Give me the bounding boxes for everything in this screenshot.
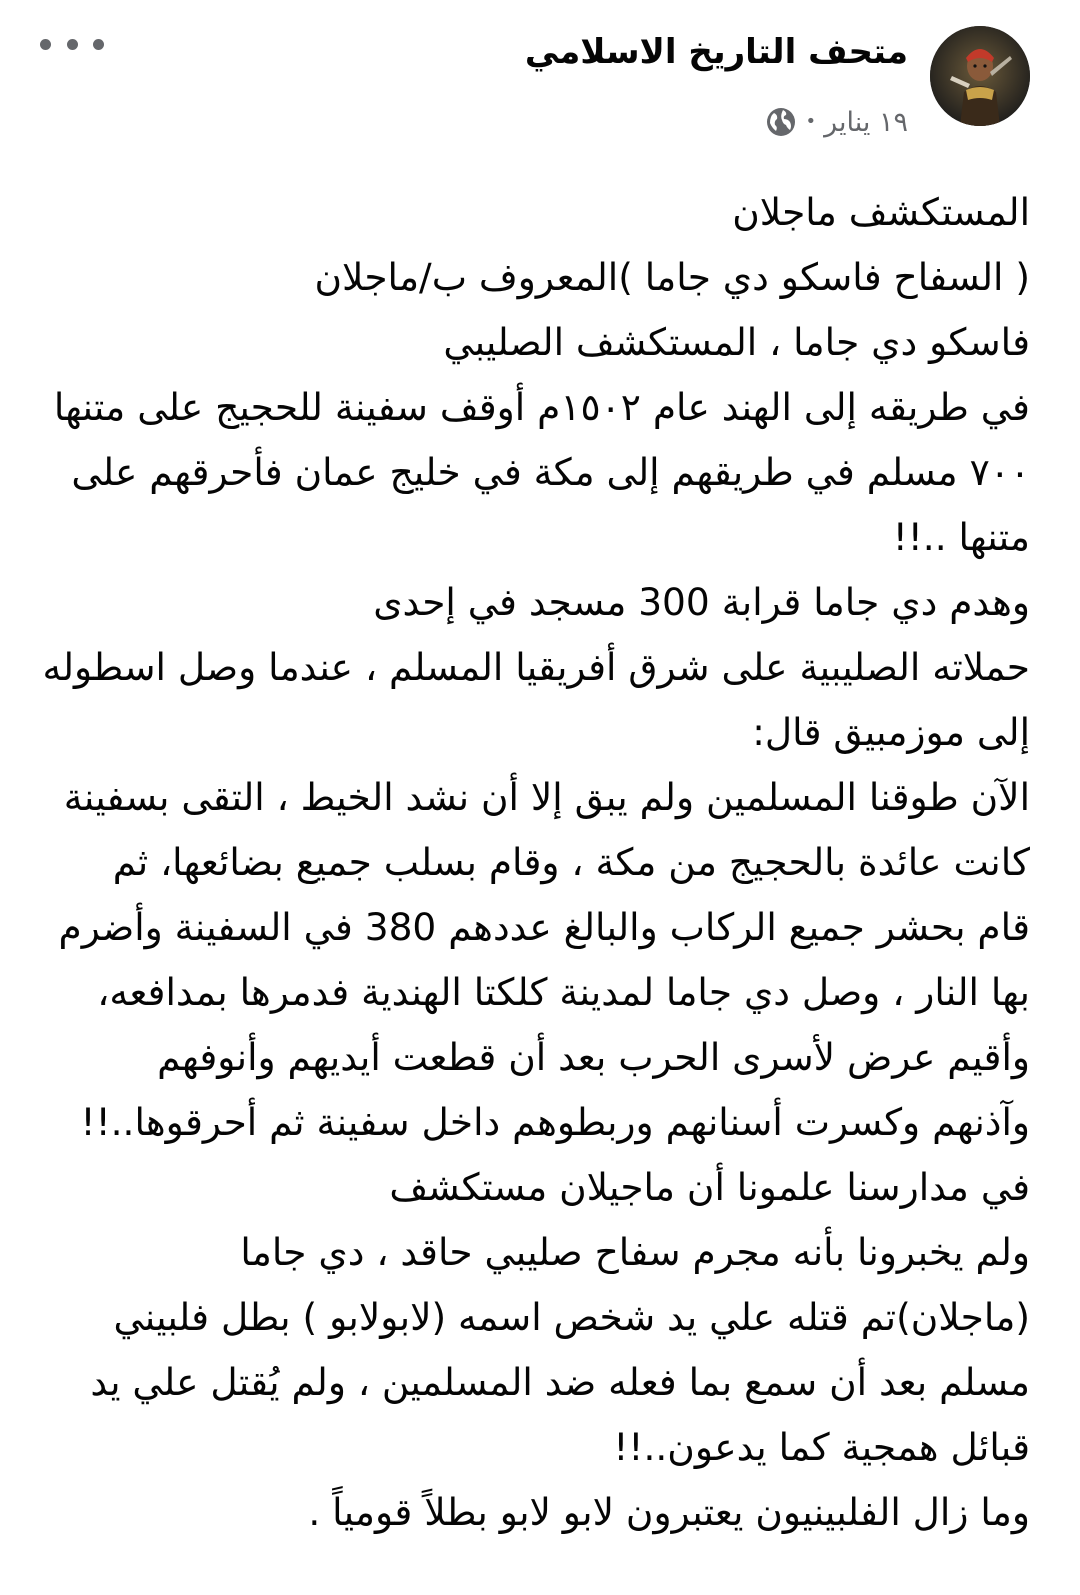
avatar-image	[930, 26, 1030, 126]
post-line: ولم يخبرونا بأنه مجرم سفاح صليبي حاقد ، دي جاما	[240, 1230, 1030, 1274]
post-line: متنها ..!!	[892, 515, 1030, 559]
more-options-button[interactable]	[40, 28, 104, 60]
post-line: في طريقه إلى الهند عام ١٥٠٢م أوقف سفينة للحجيج على متنها	[53, 385, 1030, 429]
post-line: فاسكو دي جاما ، المستكشف الصليبي	[443, 320, 1030, 364]
more-dot	[67, 39, 78, 50]
post-line: وآذنهم وكسرت أسنانهم وربطوهم داخل سفينة ثم أحرقوها..!!	[80, 1100, 1030, 1144]
post-meta	[765, 104, 908, 140]
meta-separator: •	[805, 111, 817, 132]
post-line: إلى موزمبيق قال:	[752, 710, 1030, 754]
post-line: وهدم دي جاما قرابة 300 مسجد في إحدى	[373, 580, 1030, 624]
page-name[interactable]: متحف التاريخ الاسلامي	[524, 32, 908, 72]
post-line: كانت عائدة بالحجيج من مكة ، وقام بسلب جميع بضائعها، ثم	[112, 840, 1030, 884]
post-line: الآن طوقنا المسلمين ولم يبق إلا أن نشد الخيط ، التقى بسفينة	[63, 775, 1030, 819]
post-line: في مدارسنا علمونا أن ماجيلان مستكشف	[389, 1165, 1030, 1209]
post-line: ٧٠٠ مسلم في طريقهم إلى مكة في خليج عمان فأحرقهم على	[71, 450, 1030, 494]
post-text	[34, 180, 1030, 1545]
globe-icon[interactable]	[765, 106, 797, 138]
post-line: ( السفاح فاسكو دي جاما )المعروف ب/ماجلان	[314, 255, 1030, 299]
more-dot	[40, 39, 51, 50]
post-line: (ماجلان)تم قتله علي يد شخص اسمه (لابولابو ) بطل فلبيني	[113, 1295, 1030, 1339]
post-line: مسلم بعد أن سمع بما فعله ضد المسلمين ، ولم يُقتل علي يد	[90, 1360, 1030, 1404]
post-line: قام بحشر جميع الركاب والبالغ عددهم 380 في السفينة وأضرم	[58, 905, 1030, 949]
post-line: حملاته الصليبية على شرق أفريقيا المسلم ، عندما وصل اسطوله	[42, 645, 1030, 689]
post-date[interactable]: ١٩ يناير	[824, 106, 908, 138]
post-line: قبائل همجية كما يدعون..!!	[613, 1425, 1030, 1469]
post-line: وما زال الفلبينيون يعتبرون لابو لابو بطلاً قومياً .	[308, 1490, 1030, 1534]
page-avatar[interactable]	[930, 26, 1030, 126]
post-line: بها النار ، وصل دي جاما لمدينة كلكتا الهندية فدمرها بمدافعه،	[97, 970, 1030, 1014]
more-dot	[93, 39, 104, 50]
post-line: وأقيم عرض لأسرى الحرب بعد أن قطعت أيديهم وأنوفهم	[157, 1035, 1030, 1079]
post-line: المستكشف ماجلان	[732, 190, 1030, 234]
